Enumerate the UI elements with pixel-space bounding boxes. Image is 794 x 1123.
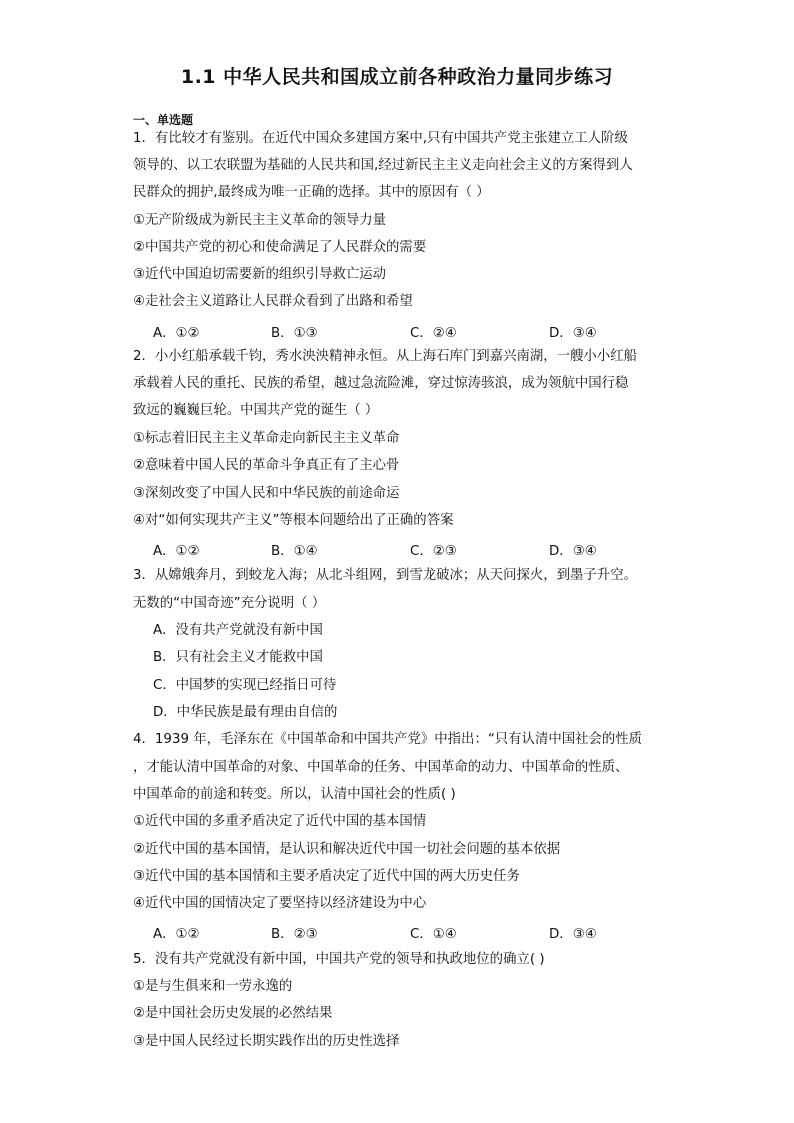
question-3-option-a[interactable]: A．没有共产党就没有新中国	[153, 623, 323, 638]
question-2-item-3: ③深刻改变了中国人民和中华民族的前途命运	[133, 486, 400, 501]
question-2-option-c[interactable]: C．②③	[410, 544, 457, 559]
question-1-line-2: 领导的、以工农联盟为基础的人民共和国,经过新民主主义走向社会主义的方案得到人	[133, 158, 633, 173]
question-4-item-4: ④近代中国的国情决定了要坚持以经济建设为中心	[133, 896, 427, 911]
question-3-line-1: 3．从嫦娥奔月，到蛟龙入海；从北斗组网，到雪龙破冰；从天问探火，到墨子升空。	[133, 568, 637, 583]
question-4-option-a[interactable]: A．①②	[153, 927, 200, 942]
question-3-option-d[interactable]: D．中华民族是最有理由自信的	[153, 705, 338, 720]
question-2-line-1: 2．小小红船承载千钧，秀水泱泱精神永恒。从上海石库门到嘉兴南湖，一艘小小红船	[133, 349, 637, 364]
question-1-option-b[interactable]: B．①③	[271, 326, 318, 341]
question-5-item-3: ③是中国人民经过长期实践作出的历史性选择	[133, 1034, 400, 1049]
question-4-option-c[interactable]: C．①④	[410, 927, 457, 942]
question-1-item-2: ②中国共产党的初心和使命满足了人民群众的需要	[133, 240, 427, 255]
question-1-option-a[interactable]: A．①②	[153, 326, 200, 341]
question-1-line-1: 1．有比较才有鉴别。在近代中国众多建国方案中,只有中国共产党主张建立工人阶级	[133, 131, 628, 146]
question-2-item-2: ②意味着中国人民的革命斗争真正有了主心骨	[133, 458, 400, 473]
question-5-item-2: ②是中国社会历史发展的必然结果	[133, 1006, 333, 1021]
question-1-option-d[interactable]: D．③④	[549, 326, 597, 341]
question-2-option-a[interactable]: A．①②	[153, 544, 200, 559]
question-2-option-d[interactable]: D．③④	[549, 544, 597, 559]
page-title: 1.1 中华人民共和国成立前各种政治力量同步练习	[180, 66, 614, 88]
question-3-line-2: 无数的“中国奇迹”充分说明（ ）	[133, 596, 326, 611]
question-4-option-d[interactable]: D．③④	[549, 927, 597, 942]
question-3-option-c[interactable]: C．中国梦的实现已经指日可待	[153, 678, 337, 693]
question-1-option-c[interactable]: C．②④	[410, 326, 457, 341]
question-1-item-4: ④走社会主义道路让人民群众看到了出路和希望	[133, 294, 413, 309]
question-4-line-2: ，才能认清中国革命的对象、中国革命的任务、中国革命的动力、中国革命的性质、	[133, 760, 629, 775]
question-1-item-3: ③近代中国迫切需要新的组织引导救亡运动	[133, 267, 387, 282]
question-4-item-3: ③近代中国的基本国情和主要矛盾决定了近代中国的两大历史任务	[133, 869, 520, 884]
question-1-line-3: 民群众的拥护,最终成为唯一正确的选择。其中的原因有（ ）	[133, 185, 490, 200]
question-4-option-b[interactable]: B．②③	[271, 927, 318, 942]
question-4-line-1: 4．1939 年，毛泽东在《中国革命和中国共产党》中指出：“只有认清中国社会的性质	[133, 732, 643, 747]
question-2-option-b[interactable]: B．①④	[271, 544, 318, 559]
question-3-option-b[interactable]: B．只有社会主义才能救中国	[153, 650, 323, 665]
section-heading: 一、单选题	[133, 113, 194, 127]
question-1-item-1: ①无产阶级成为新民主主义革命的领导力量	[133, 213, 387, 228]
question-4-item-1: ①近代中国的多重矛盾决定了近代中国的基本国情	[133, 814, 427, 829]
question-2-line-2: 承载着人民的重托、民族的希望，越过急流险滩，穿过惊涛骇浪，成为领航中国行稳	[133, 376, 629, 391]
question-4-item-2: ②近代中国的基本国情，是认识和解决近代中国一切社会问题的基本依据	[133, 842, 561, 857]
question-4-line-3: 中国革命的前途和转变。所以，认清中国社会的性质( )	[133, 787, 456, 802]
question-2-item-4: ④对“如何实现共产主义”等根本问题给出了正确的答案	[133, 513, 454, 528]
question-2-item-1: ①标志着旧民主主义革命走向新民主主义革命	[133, 431, 400, 446]
question-2-line-3: 致远的巍巍巨轮。中国共产党的诞生（ ）	[133, 403, 379, 418]
question-5-item-1: ①是与生俱来和一劳永逸的	[133, 979, 293, 994]
question-5-line-1: 5．没有共产党就没有新中国，中国共产党的领导和执政地位的确立( )	[133, 952, 545, 967]
